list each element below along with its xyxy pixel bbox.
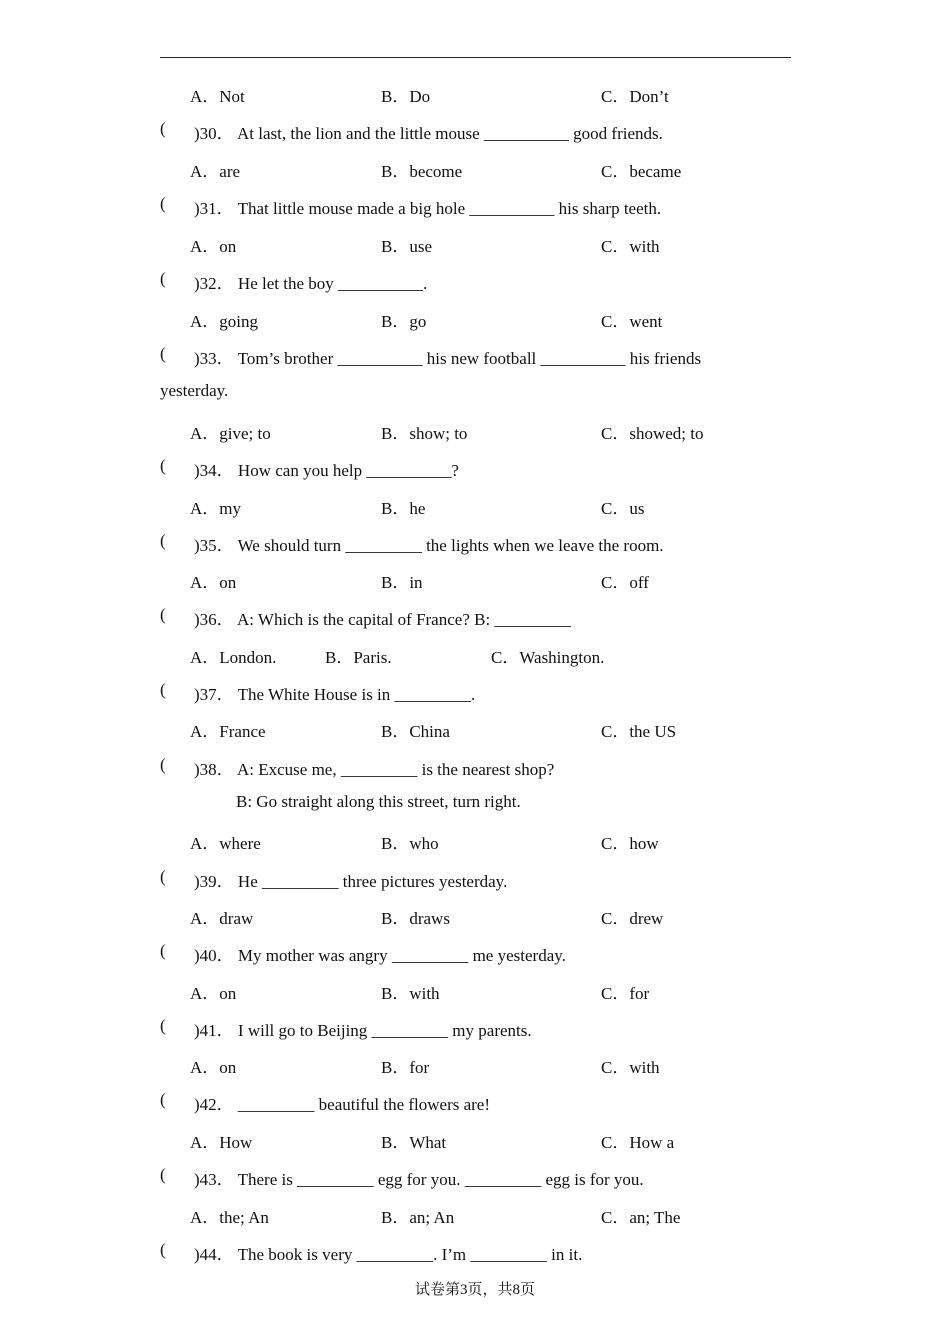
question-number: )43． bbox=[194, 1170, 234, 1189]
question-43 bbox=[194, 1165, 644, 1190]
option-b: B．become bbox=[381, 162, 463, 181]
question-37 bbox=[194, 680, 475, 705]
answer-paren: ( bbox=[160, 456, 166, 475]
option-a: A．on bbox=[190, 1058, 237, 1077]
question-number: )42． bbox=[194, 1095, 234, 1114]
option-a: A．where bbox=[190, 834, 261, 853]
option-b: B．in bbox=[381, 573, 423, 592]
question-number: )44． bbox=[194, 1245, 234, 1264]
answer-paren: ( bbox=[160, 119, 166, 138]
question-30 bbox=[194, 119, 663, 144]
option-b: B．Paris. bbox=[325, 648, 392, 667]
option-b: B．China bbox=[381, 722, 450, 741]
question-number: )37． bbox=[194, 685, 234, 704]
option-b: B．an; An bbox=[381, 1208, 455, 1227]
question-stem: At last, the lion and the little mouse __________ good friends. bbox=[236, 124, 663, 143]
answer-paren: ( bbox=[160, 194, 166, 213]
option-b: B．he bbox=[381, 499, 426, 518]
question-number: )35． bbox=[194, 536, 234, 555]
option-b: B．for bbox=[381, 1058, 430, 1077]
question-number: )33． bbox=[194, 349, 234, 368]
option-c: C．Don’t bbox=[601, 87, 669, 106]
question-stem: I will go to Beijing _________ my parents. bbox=[237, 1021, 532, 1040]
question-stem: He let the boy __________. bbox=[237, 274, 428, 293]
option-a: A．my bbox=[190, 499, 241, 518]
question-stem: How can you help __________? bbox=[237, 461, 459, 480]
option-c: C．became bbox=[601, 162, 682, 181]
answer-paren: ( bbox=[160, 344, 166, 363]
option-c: C．for bbox=[601, 984, 650, 1003]
answer-paren: ( bbox=[160, 1090, 166, 1109]
option-c: C．with bbox=[601, 1058, 660, 1077]
question-stem: We should turn _________ the lights when we leave the room. bbox=[237, 536, 664, 555]
option-b: B．use bbox=[381, 237, 432, 256]
question-42 bbox=[194, 1090, 490, 1115]
answer-paren: ( bbox=[160, 605, 166, 624]
option-c: C．the US bbox=[601, 722, 677, 741]
header-rule bbox=[160, 57, 791, 58]
question-stem: There is _________ egg for you. _________ egg is for you. bbox=[237, 1170, 644, 1189]
option-a: A．on bbox=[190, 573, 237, 592]
option-a: A．Not bbox=[190, 87, 245, 106]
question-stem: _________ beautiful the flowers are! bbox=[237, 1095, 491, 1114]
answer-paren: ( bbox=[160, 680, 166, 699]
option-a: A．going bbox=[190, 312, 258, 331]
question-40 bbox=[194, 941, 566, 966]
question-35 bbox=[194, 531, 664, 556]
option-c: C．drew bbox=[601, 909, 664, 928]
option-c: C．us bbox=[601, 499, 645, 518]
page-footer: 试卷第3页，共8页 bbox=[414, 1282, 535, 1298]
question-stem: My mother was angry _________ me yesterday. bbox=[237, 946, 566, 965]
question-stem: A: Excuse me, _________ is the nearest shop? bbox=[236, 760, 555, 779]
question-stem: The White House is in _________. bbox=[237, 685, 476, 704]
option-c: C．with bbox=[601, 237, 660, 256]
option-a: A．are bbox=[190, 162, 241, 181]
question-41 bbox=[194, 1016, 532, 1041]
question-number: )36． bbox=[194, 610, 234, 629]
option-c: C．showed; to bbox=[601, 424, 704, 443]
question-number: )30． bbox=[194, 124, 234, 143]
question-number: )40． bbox=[194, 946, 234, 965]
option-b: B．go bbox=[381, 312, 427, 331]
question-number: )32． bbox=[194, 274, 234, 293]
question-stem: A: Which is the capital of France? B: _________ bbox=[236, 610, 571, 629]
question-stem-continued: B: Go straight along this street, turn right. bbox=[236, 792, 521, 811]
option-b: B．What bbox=[381, 1133, 447, 1152]
answer-paren: ( bbox=[160, 941, 166, 960]
question-number: )41． bbox=[194, 1021, 234, 1040]
answer-paren: ( bbox=[160, 867, 166, 886]
option-c: C．went bbox=[601, 312, 663, 331]
question-stem: Tom’s brother __________ his new football __________ his friends bbox=[237, 349, 702, 368]
option-b: B．draws bbox=[381, 909, 450, 928]
option-a: A．How bbox=[190, 1133, 253, 1152]
option-b: B．Do bbox=[381, 87, 431, 106]
option-c: C．how bbox=[601, 834, 659, 853]
option-b: B．who bbox=[381, 834, 439, 853]
option-c: C．off bbox=[601, 573, 649, 592]
answer-paren: ( bbox=[160, 755, 166, 774]
question-36 bbox=[194, 605, 571, 630]
option-b: B．with bbox=[381, 984, 440, 1003]
option-a: A．the; An bbox=[190, 1208, 269, 1227]
answer-paren: ( bbox=[160, 1240, 166, 1259]
question-38 bbox=[194, 755, 554, 780]
question-31 bbox=[194, 194, 661, 219]
question-stem: That little mouse made a big hole __________ his sharp teeth. bbox=[237, 199, 662, 218]
question-number: )34． bbox=[194, 461, 234, 480]
option-a: A．London. bbox=[190, 648, 277, 667]
question-39 bbox=[194, 867, 507, 892]
answer-paren: ( bbox=[160, 531, 166, 550]
question-stem: The book is very _________. I’m _________ in it. bbox=[237, 1245, 583, 1264]
option-a: A．on bbox=[190, 984, 237, 1003]
option-c: C．an; The bbox=[601, 1208, 681, 1227]
question-number: )31． bbox=[194, 199, 234, 218]
question-32 bbox=[194, 269, 427, 294]
option-a: A．draw bbox=[190, 909, 254, 928]
option-a: A．give; to bbox=[190, 424, 271, 443]
answer-paren: ( bbox=[160, 269, 166, 288]
option-b: B．show; to bbox=[381, 424, 468, 443]
question-34 bbox=[194, 456, 459, 481]
answer-paren: ( bbox=[160, 1016, 166, 1035]
option-c: C．Washington. bbox=[491, 648, 605, 667]
question-stem: He _________ three pictures yesterday. bbox=[237, 872, 508, 891]
option-a: A．on bbox=[190, 237, 237, 256]
question-stem-continued: yesterday. bbox=[160, 381, 229, 400]
question-33 bbox=[194, 344, 701, 369]
option-a: A．France bbox=[190, 722, 266, 741]
question-number: )39． bbox=[194, 872, 234, 891]
option-c: C．How a bbox=[601, 1133, 675, 1152]
question-number: )38． bbox=[194, 760, 234, 779]
question-44 bbox=[194, 1240, 582, 1265]
answer-paren: ( bbox=[160, 1165, 166, 1184]
